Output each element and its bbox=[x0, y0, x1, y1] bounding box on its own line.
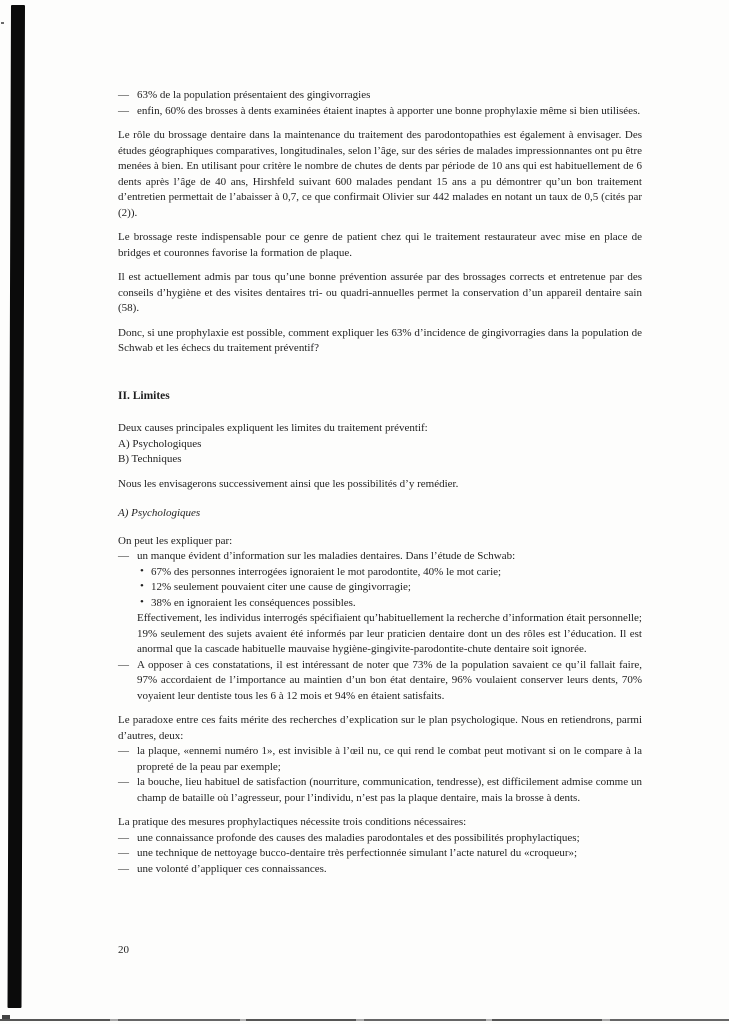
dash-item-continuation: Effectivement, les individus interrogés spécifiaient qu’habituellement la recherche d’information était personnelle; 19% seulement des sujets avaient été informés par leur praticien dentaire dont un des rôles est l’éducation. Il est anormal que la cascade habituelle mauvaise hygiène-gingivite-parodontite-chute dentaire soit ignorée. bbox=[137, 612, 642, 655]
dash-item-text: un manque évident d’information sur les maladies dentaires. Dans l’étude de Schwab: bbox=[137, 550, 516, 562]
bullet-item-text: 67% des personnes interrogées ignoraient le mot parodontite, 40% le mot carie; bbox=[151, 565, 502, 578]
dash-item-opposing-facts bbox=[118, 658, 642, 705]
dash-item-plaque bbox=[118, 744, 642, 775]
dash-item-technique bbox=[118, 846, 642, 862]
intro-list-item-text: enfin, 60% des brosses à dents examinées étaient inaptes à apporter une bonne prophylaxie même si bien utilisées. bbox=[137, 104, 641, 117]
bullet-item-stat bbox=[140, 565, 642, 581]
paragraph-question: Donc, si une prophylaxie est possible, comment expliquer les 63% d’incidence de gingivorragies dans la population de Schwab et les échecs du traitement préventif? bbox=[118, 326, 642, 354]
scan-edge-artifact bbox=[7, 5, 25, 1008]
causes-block bbox=[118, 421, 642, 468]
dash-marker: — bbox=[118, 745, 129, 757]
dash-marker: — bbox=[118, 104, 129, 117]
bullet-marker: • bbox=[140, 595, 144, 608]
paradox-intro: Le paradoxe entre ces faits mérite des recherches d’explication sur le plan psychologique. Nous en retiendrons, parmi d’autres, deux: bbox=[118, 714, 642, 742]
dash-item-text: A opposer à ces constatations, il est intéressant de noter que 73% de la population savaient ce qu’il fallait faire, 97% accordaient de l’importance au maintien d’un bon état dentaire, 96% voulaient conserver leurs dents, 70% voyaient leur dentiste tous les 6 à 12 mois et 94% en étaient satisfaits. bbox=[137, 658, 642, 702]
paragraph-brushing-indispensable: Le brossage reste indispensable pour ce genre de patient chez qui le traitement restaurateur avec mise en place de bridges et couronnes favorise la formation de plaque. bbox=[118, 231, 642, 259]
dash-marker: — bbox=[118, 862, 129, 875]
intro-list bbox=[118, 88, 642, 119]
dash-item-text: une connaissance profonde des causes des maladies parodontales et des possibilités prophylactiques; bbox=[137, 831, 580, 844]
paragraph-prevention-admitted: Il est actuellement admis par tous qu’une bonne prévention assurée par des brossages corrects et entretenue par des conseils d’hygiène et des visites dentaires tri- ou quadri-annuelles permet la conservation d’un appareil dentaire sain (58). bbox=[118, 271, 642, 314]
paragraph-brushing-role: Le rôle du brossage dentaire dans la maintenance du traitement des parodontopathies est également à envisager. Des études géographiques comparatives, longitudinales, selon l’âge, sur des séries de malades impressionnantes ont pu être menées à bien. En utilisant pour critère le nombre de chutes de dents par période de 10 ans qui est habituellement de 6 dents après l’âge de 40 ans, Hirshfeld suivant 600 malades pendant 15 ans a pu démontrer qu’un bon traitement d’entretien permettait de l’abaisser à 0,7, ce que confirmait Olivier sur 442 malades en notant un taux de 0,5 (cités par (2)). bbox=[118, 129, 642, 219]
dash-item-text: la bouche, lieu habituel de satisfaction (nourriture, communication, tendresse), est difficilement admise comme un champ de bataille où l’agresseur, pour l’individu, n’est pas la plaque dentaire, mais la brosse à dents. bbox=[137, 776, 642, 804]
explain-intro: On peut les expliquer par: bbox=[118, 534, 233, 547]
page-content bbox=[118, 88, 642, 886]
dash-item-text: une volonté d’appliquer ces connaissances. bbox=[137, 862, 327, 875]
intro-list-item bbox=[118, 88, 642, 104]
dash-item-text: une technique de nettoyage bucco-dentaire très perfectionnée simulant l’acte naturel du «croqueur»; bbox=[137, 847, 578, 859]
dash-item-text: la plaque, «ennemi numéro 1», est invisible à l’œil nu, ce qui rend le combat peut motivant si on le compare à la propreté de la peau par exemple; bbox=[137, 745, 642, 773]
bullet-item-text: 12% seulement pouvaient citer une cause de gingivorragie; bbox=[151, 581, 411, 593]
psychological-block bbox=[118, 534, 642, 705]
cause-item-b: B) Techniques bbox=[118, 453, 182, 465]
dash-marker: — bbox=[118, 847, 129, 859]
bullet-item-text: 38% en ignoraient les conséquences possibles. bbox=[151, 596, 356, 609]
subsection-heading-psychologiques: A) Psychologiques bbox=[118, 507, 201, 519]
intro-list-item-text: 63% de la population présentaient des gingivorragies bbox=[137, 89, 371, 101]
page-number: 20 bbox=[118, 944, 129, 956]
causes-intro: Deux causes principales expliquent les limites du traitement préventif: bbox=[118, 422, 428, 434]
conditions-intro: La pratique des mesures prophylactiques nécessite trois conditions nécessaires: bbox=[118, 816, 467, 828]
bullet-item-stat bbox=[140, 596, 642, 612]
dash-item-will bbox=[118, 862, 642, 878]
dash-marker: — bbox=[118, 89, 129, 101]
dash-marker: — bbox=[118, 776, 129, 788]
paragraph-envisagerons: Nous les envisagerons successivement ainsi que les possibilités d’y remédier. bbox=[118, 477, 459, 490]
dash-item-knowledge bbox=[118, 831, 642, 847]
scan-specks bbox=[1, 22, 4, 24]
intro-list-item bbox=[118, 104, 642, 120]
dash-marker: — bbox=[118, 550, 129, 562]
dash-marker: — bbox=[118, 658, 129, 671]
paradox-block bbox=[118, 713, 642, 806]
scan-bottom-line bbox=[0, 1019, 729, 1021]
section-heading-limites: II. Limites bbox=[118, 389, 170, 402]
cause-item-a: A) Psychologiques bbox=[118, 437, 202, 450]
bullet-marker: • bbox=[140, 580, 144, 592]
conditions-block bbox=[118, 815, 642, 877]
bullet-item-stat bbox=[140, 580, 642, 596]
dash-marker: — bbox=[118, 831, 129, 844]
dash-item-mouth bbox=[118, 775, 642, 806]
dash-item-lack-of-info bbox=[118, 549, 642, 565]
bullet-marker: • bbox=[140, 564, 144, 577]
